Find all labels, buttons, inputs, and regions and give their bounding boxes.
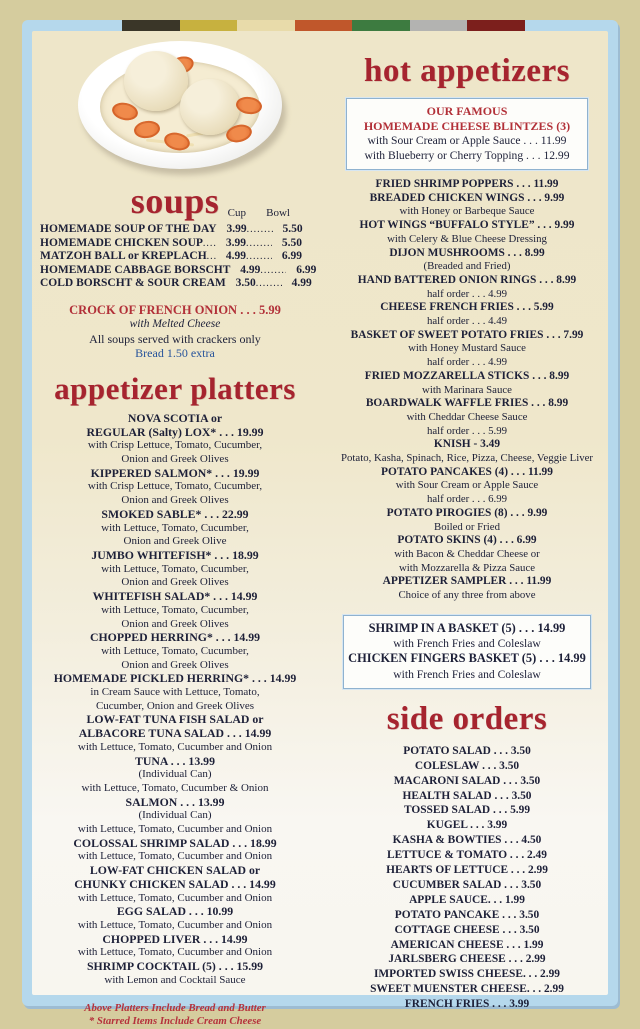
- blintzes-title-line1: OUR FAMOUS: [426, 104, 508, 118]
- item-name: SMOKED SABLE* . . . 22.99: [101, 506, 249, 521]
- soup-name: HOMEMADE CHICKEN SOUP: [40, 236, 203, 249]
- decor-color-block: [295, 20, 353, 31]
- item-name: CHEESE FRENCH FRIES . . . 5.99: [380, 301, 554, 314]
- blintzes-option: with Sour Cream or Apple Sauce . . . 11.99: [367, 134, 567, 147]
- item-description: half order . . . 5.99: [426, 424, 508, 437]
- leader-dots: [207, 251, 216, 264]
- item-description: with Lettuce, Tomato, Cucumber,: [101, 644, 249, 657]
- side-order-item: APPLE SAUCE. . . 1.99: [409, 893, 525, 906]
- side-order-item: MACARONI SALAD . . . 3.50: [393, 774, 541, 787]
- decor-color-strip: [122, 20, 525, 31]
- item-name: APPETIZER SAMPLER . . . 11.99: [382, 575, 552, 588]
- menu-item: [40, 672, 310, 713]
- side-order-item: IMPORTED SWISS CHEESE. . . 2.99: [373, 968, 560, 981]
- menu-item: [40, 590, 310, 631]
- soups-title: soups: [130, 181, 220, 221]
- menu-item: [332, 397, 602, 438]
- item-name: COLOSSAL SHRIMP SALAD . . . 18.99: [73, 835, 277, 850]
- hot-appetizers-list: [332, 178, 602, 603]
- item-description: in Cream Sauce with Lettuce, Tomato,: [90, 686, 260, 699]
- item-description: with French Fries and Coleslaw: [393, 667, 541, 681]
- item-description: Onion and Greek Olives: [121, 617, 229, 630]
- item-description: with Celery & Blue Cheese Dressing: [387, 232, 547, 245]
- menu-item: [332, 219, 602, 246]
- item-description: Potato, Kasha, Spinach, Rice, Pizza, Cheese, Veggie Liver: [341, 452, 593, 465]
- bowl-price: 5.50: [281, 236, 302, 249]
- menu-item: [40, 713, 310, 754]
- bowl-price: 4.99: [291, 277, 312, 290]
- soup-name: HOMEMADE SOUP OF THE DAY: [40, 223, 217, 235]
- appetizer-platters-list: [40, 412, 310, 988]
- bowl-column-header: Bowl: [266, 207, 290, 219]
- side-order-item: KASHA & BOWTIES . . . 4.50: [392, 834, 542, 847]
- item-description: with Lettuce, Tomato, Cucumber,: [101, 521, 249, 534]
- item-description: with Mozzarella & Pizza Sauce: [398, 561, 536, 574]
- menu-item: [40, 837, 310, 864]
- item-description: Onion and Greek Olives: [121, 576, 229, 589]
- decor-color-block: [352, 20, 410, 31]
- menu-item: [348, 621, 586, 652]
- soups-table: [40, 223, 317, 291]
- menu-item: [40, 631, 310, 672]
- soup-name: HOMEMADE CABBAGE BORSCHT: [40, 263, 231, 276]
- item-name: KIPPERED SALMON* . . . 19.99: [90, 465, 260, 480]
- bowl-price: 6.99: [296, 263, 317, 276]
- item-name: DIJON MUSHROOMS . . . 8.99: [389, 246, 545, 259]
- item-name: CHOPPED LIVER . . . 14.99: [102, 931, 248, 946]
- item-description: with Marinara Sauce: [422, 383, 512, 396]
- item-description: Onion and Greek Olives: [121, 658, 229, 671]
- side-order-item: COTTAGE CHEESE . . . 3.50: [394, 923, 540, 936]
- matzo-ball-soup-photo: [76, 33, 290, 179]
- soup-row: [40, 263, 317, 278]
- menu-page: [32, 31, 608, 1027]
- french-onion-sub: with Melted Cheese: [129, 318, 221, 331]
- item-description: Boiled or Fried: [434, 520, 500, 533]
- item-description: Onion and Greek Olives: [121, 494, 229, 507]
- side-order-item: LETTUCE & TOMATO . . . 2.49: [387, 849, 547, 862]
- item-name: ALBACORE TUNA SALAD . . . 14.99: [78, 726, 272, 741]
- side-order-item: POTATO SALAD . . . 3.50: [403, 744, 531, 757]
- item-name: FRIED SHRIMP POPPERS . . . 11.99: [375, 178, 559, 190]
- cup-price: 3.50: [235, 277, 256, 290]
- item-description: with Sour Cream or Apple Sauce: [395, 479, 539, 492]
- menu-item: [332, 370, 602, 397]
- menu-item: [40, 864, 310, 905]
- item-description: with Lettuce, Tomato, Cucumber and Onion: [77, 891, 273, 904]
- item-name: HOT WINGS “BUFFALO STYLE” . . . 9.99: [359, 219, 575, 232]
- menu-item: [40, 508, 310, 549]
- side-order-item: CUCUMBER SALAD . . . 3.50: [392, 878, 542, 891]
- item-description: with Bacon & Cheddar Cheese or: [394, 547, 540, 560]
- item-name: NOVA SCOTIA or: [127, 410, 223, 425]
- item-name: LOW-FAT CHICKEN SALAD or: [89, 863, 261, 878]
- item-name: BOARDWALK WAFFLE FRIES . . . 8.99: [365, 397, 569, 410]
- menu-item: [40, 467, 310, 508]
- decor-color-block: [410, 20, 468, 31]
- item-name: KNISH - 3.49: [433, 438, 501, 451]
- blintzes-title-line2: HOMEMADE CHEESE BLINTZES (3): [363, 118, 571, 133]
- baskets-box: [343, 615, 591, 689]
- side-order-item: HEALTH SALAD . . . 3.50: [402, 789, 532, 802]
- cup-price: 4.99: [225, 250, 246, 263]
- soup-row: [40, 237, 302, 251]
- item-description: with French Fries and Coleslaw: [393, 637, 541, 651]
- item-name: SHRIMP COCKTAIL (5) . . . 15.99: [86, 959, 264, 974]
- blintzes-box: [346, 98, 588, 170]
- matzo-ball: [124, 51, 188, 111]
- item-name: LOW-FAT TUNA FISH SALAD or: [86, 712, 264, 727]
- item-name: REGULAR (Salty) LOX* . . . 19.99: [86, 424, 264, 439]
- item-name: BASKET OF SWEET POTATO FRIES . . . 7.99: [350, 328, 584, 341]
- side-order-item: SWEET MUENSTER CHEESE. . . 2.99: [370, 983, 564, 996]
- item-name: CHOPPED HERRING* . . . 14.99: [89, 630, 261, 645]
- soup-row: [40, 250, 302, 264]
- item-description: with Lettuce, Tomato, Cucumber and Onion: [77, 740, 273, 753]
- item-description: (Breaded and Fried): [423, 260, 511, 273]
- item-description: with Honey or Barbeque Sauce: [399, 205, 535, 218]
- footnote-line: Above Platters Include Bread and Butter: [84, 1001, 266, 1014]
- item-name: BREADED CHICKEN WINGS . . . 9.99: [369, 191, 565, 204]
- side-order-item: POTATO PANCAKE . . . 3.50: [394, 908, 540, 921]
- cup-column-header: Cup: [227, 207, 246, 219]
- item-name: WHITEFISH SALAD* . . . 14.99: [92, 589, 258, 604]
- blintzes-option: with Blueberry or Cherry Topping . . . 12.99: [364, 149, 570, 162]
- soup-name: COLD BORSCHT & SOUR CREAM: [40, 277, 226, 290]
- leader-dots: [256, 278, 282, 291]
- side-order-item: JARLSBERG CHEESE . . . 2.99: [388, 953, 546, 966]
- leader-dots: [246, 251, 272, 264]
- soup-notes: [40, 303, 310, 361]
- item-name: SHRIMP IN A BASKET (5) . . . 14.99: [368, 620, 566, 635]
- menu-item: [40, 796, 310, 837]
- menu-item: [40, 755, 310, 796]
- decor-color-block: [467, 20, 525, 31]
- leader-dots: [247, 224, 273, 237]
- menu-item: [40, 960, 310, 987]
- item-description: with Lettuce, Tomato, Cucumber,: [101, 603, 249, 616]
- hot-appetizers-heading: hot appetizers: [364, 53, 570, 89]
- platter-footnotes: [40, 1002, 310, 1029]
- bowl-price: 6.99: [281, 250, 302, 263]
- decor-color-block: [237, 20, 295, 31]
- menu-item: [332, 534, 602, 575]
- decor-color-block: [180, 20, 238, 31]
- menu-item: [332, 178, 602, 192]
- leader-dots: [246, 238, 272, 251]
- item-description: half order . . . 6.99: [426, 493, 508, 506]
- side-order-item: FRENCH FRIES . . . 3.99: [404, 998, 530, 1011]
- item-description: Cucumber, Onion and Greek Olives: [95, 699, 255, 712]
- menu-item: [332, 247, 602, 274]
- menu-item: [332, 329, 602, 370]
- item-description: (Individual Can): [138, 768, 212, 781]
- side-orders-heading: side orders: [386, 700, 548, 737]
- decor-color-block: [122, 20, 180, 31]
- item-name: JUMBO WHITEFISH* . . . 18.99: [91, 548, 259, 562]
- item-name: FRIED MOZZARELLA STICKS . . . 8.99: [364, 369, 570, 382]
- menu-item: [40, 905, 310, 932]
- side-order-item: HEARTS OF LETTUCE . . . 2.99: [386, 864, 548, 877]
- bowl-price: 5.50: [282, 223, 303, 235]
- item-name: HAND BATTERED ONION RINGS . . . 8.99: [357, 273, 577, 286]
- item-description: Choice of any three from above: [398, 589, 536, 602]
- item-description: half order . . . 4.99: [426, 356, 508, 369]
- menu-item: [332, 274, 602, 301]
- platters-heading: appetizer platters: [54, 370, 296, 406]
- item-description: with Cheddar Cheese Sauce: [406, 410, 528, 423]
- item-description: with Lettuce, Tomato, Cucumber & Onion: [81, 781, 269, 794]
- item-name: HOMEMADE PICKLED HERRING* . . . 14.99: [53, 671, 297, 686]
- item-description: with Crisp Lettuce, Tomato, Cucumber,: [87, 480, 263, 493]
- item-name: POTATO PANCAKES (4) . . . 11.99: [381, 465, 553, 478]
- cup-price: 3.99: [226, 223, 247, 235]
- side-order-item: AMERICAN CHEESE . . . 1.99: [390, 938, 544, 951]
- menu-item: [332, 192, 602, 219]
- item-description: with Lettuce, Tomato, Cucumber and Onion: [77, 823, 273, 836]
- menu-item: [40, 549, 310, 590]
- item-name: SALMON . . . 13.99: [125, 794, 225, 809]
- item-description: half order . . . 4.99: [426, 287, 508, 300]
- soup-row: [40, 277, 312, 291]
- footnote-line: * Starred Items Include Cream Cheese: [88, 1015, 262, 1027]
- item-name: EGG SALAD . . . 10.99: [116, 904, 234, 919]
- soups-heading: [40, 183, 310, 219]
- item-name: TUNA . . . 13.99: [135, 753, 215, 768]
- item-name: POTATO SKINS (4) . . . 6.99: [397, 534, 537, 547]
- item-description: with Lettuce, Tomato, Cucumber and Onion: [77, 946, 273, 959]
- side-order-item: COLESLAW . . . 3.50: [414, 759, 520, 772]
- item-description: with Lettuce, Tomato, Cucumber,: [101, 562, 249, 575]
- soup-row: [40, 223, 302, 237]
- item-description: Onion and Greek Olives: [121, 453, 229, 466]
- menu-item: [332, 438, 602, 465]
- crackers-note: All soups served with crackers only: [89, 331, 261, 346]
- soup-name: MATZOH BALL or KREPLACH: [40, 250, 207, 263]
- cup-price: 4.99: [240, 263, 261, 276]
- menu-frame: [22, 20, 618, 1027]
- item-description: Onion and Greek Olive: [123, 535, 227, 548]
- leader-dots: [260, 265, 286, 278]
- right-column: [332, 31, 602, 1012]
- item-description: (Individual Can): [138, 809, 212, 822]
- menu-item: [332, 466, 602, 507]
- bread-extra-note: Bread 1.50 extra: [135, 346, 215, 361]
- menu-item: [348, 651, 586, 682]
- item-description: with Honey Mustard Sauce: [408, 342, 526, 355]
- cup-price: 3.99: [225, 236, 246, 249]
- side-order-item: TOSSED SALAD . . . 5.99: [403, 804, 531, 817]
- left-column: [40, 31, 336, 1029]
- menu-item: [332, 575, 602, 602]
- french-onion-item: CROCK OF FRENCH ONION . . . 5.99: [69, 302, 281, 317]
- item-description: with Crisp Lettuce, Tomato, Cucumber,: [87, 439, 263, 452]
- menu-item: [40, 412, 310, 467]
- item-name: CHUNKY CHICKEN SALAD . . . 14.99: [74, 876, 276, 891]
- item-description: with Lemon and Cocktail Sauce: [104, 973, 246, 986]
- leader-dots: [203, 238, 216, 251]
- item-description: half order . . . 4.49: [426, 315, 508, 328]
- menu-item: [332, 301, 602, 328]
- item-description: with Lettuce, Tomato, Cucumber and Onion: [77, 918, 273, 931]
- item-name: CHICKEN FINGERS BASKET (5) . . . 14.99: [348, 651, 586, 666]
- item-name: POTATO PIROGIES (8) . . . 9.99: [386, 506, 548, 519]
- side-orders-list: [332, 744, 602, 1012]
- side-order-item: KUGEL . . . 3.99: [426, 819, 508, 832]
- menu-item: [332, 507, 602, 534]
- item-description: with Lettuce, Tomato, Cucumber and Onion: [77, 850, 273, 863]
- menu-item: [40, 933, 310, 960]
